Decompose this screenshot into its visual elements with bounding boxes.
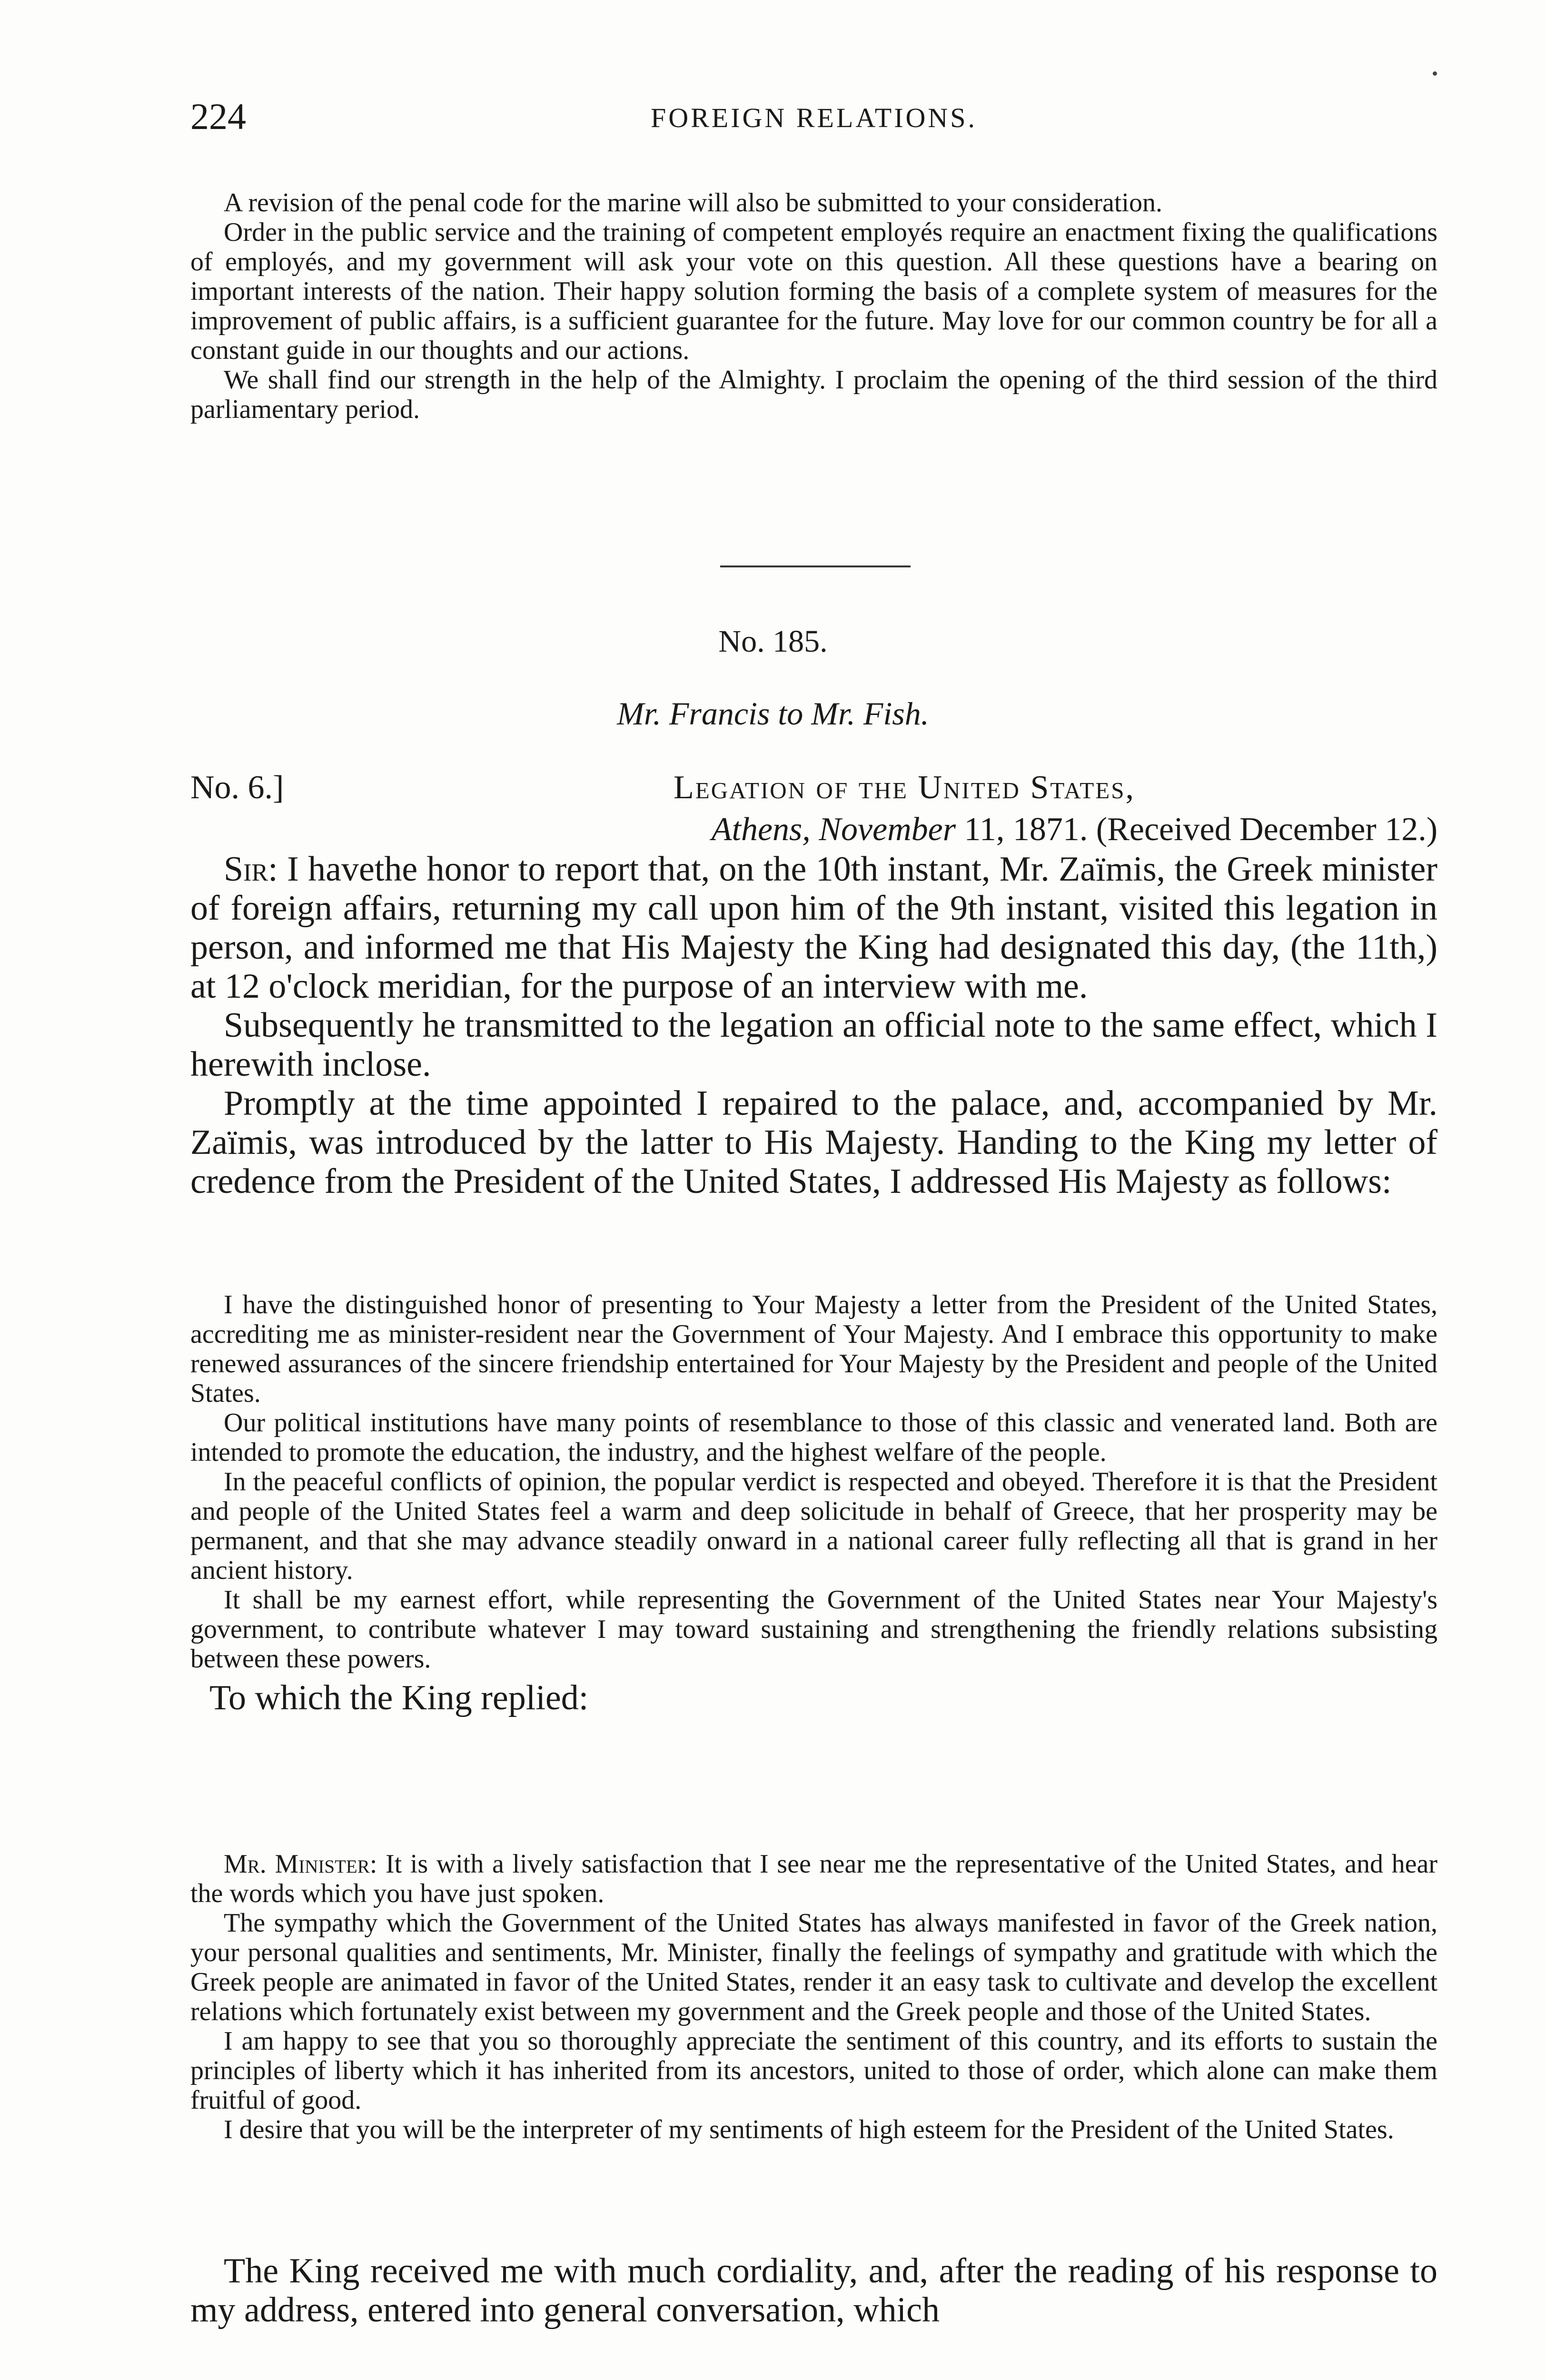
- transition-wrapper: [190, 1678, 1437, 1717]
- section-divider: [720, 565, 911, 567]
- document-number: No. 185.: [718, 624, 828, 659]
- salutation: Mr. Minister:: [224, 1849, 377, 1879]
- legation-name: Legation of the United States,: [674, 769, 1135, 806]
- paragraph: [190, 850, 1437, 1006]
- paragraph: A revision of the penal code for the marine will also be submitted to your consideration.: [224, 188, 1162, 218]
- paragraph: I am happy to see that you so thoroughly appreciate the sentiment of this country, and its efforts to sustain the principles of liberty which it has inherited from its ancestors, united to those of order, which alone can make them fruitful of good.: [190, 2026, 1437, 2115]
- preceding-text: [190, 188, 1437, 424]
- minister-address: [190, 1290, 1437, 1717]
- paragraph: Our political institutions have many points of resemblance to those of this classic and venerated land. Both are intended to promote the education, the industry, and the highest welfare of the people.: [190, 1408, 1437, 1467]
- king-reply: [190, 1849, 1437, 2144]
- received-date: (Received December 12.): [1096, 811, 1437, 848]
- running-head: FOREIGN RELATIONS.: [650, 102, 978, 133]
- paragraph: Subsequently he transmitted to the legation an official note to the same effect, which I herewith inclose.: [190, 1006, 1437, 1084]
- place-and-date: [712, 811, 1437, 849]
- paragraph: In the peaceful conflicts of opinion, the popular verdict is respected and obeyed. Therefore it is that the President and people of the United States feel a warm and deep solicitude in behalf of Greece, that her prosperity may be permanent, and that she may advance steadily onward in a national career fully reflecting all that is grand in her ancient history.: [190, 1467, 1437, 1585]
- document-title: Mr. Francis to Mr. Fish.: [617, 695, 929, 732]
- place: Athens, November: [711, 811, 956, 848]
- paragraph: Order in the public service and the training of competent employés require an enactment fixing the qualifications of employés, and my government will ask your vote on this question. All these questions have a bearing on important interests of the nation. Their happy solution forming the basis of a complete system of measures for the improvement of public affairs, is a sufficient guarantee for the future. May love for our common country be for all a constant guide in our thoughts and our actions.: [190, 218, 1437, 365]
- paragraph: Promptly at the time appointed I repaired to the palace, and, accompanied by Mr. Zaïmis, was introduced by the latter to His Majesty. Handing to the King my letter of credence from the President of the United States, I addressed His Majesty as follows:: [190, 1084, 1437, 1201]
- paragraph: The sympathy which the Government of the United States has always manifested in favor of the Greek nation, your personal qualities and sentiments, Mr. Minister, finally the feelings of sympathy and gratitude with which the Greek people are animated in favor of the United States, render it an easy task to cultivate and develop the excellent relations which fortunately exist between my government and the Greek people and those of the United States.: [190, 1908, 1437, 2026]
- salutation: Sir:: [224, 850, 278, 889]
- paragraph: We shall find our strength in the help of the Almighty. I proclaim the opening of the third session of the third parliamentary period.: [190, 365, 1437, 424]
- date: 11, 1871.: [964, 811, 1088, 848]
- page-number: 224: [190, 96, 246, 137]
- dispatch-number: No. 6.]: [190, 769, 284, 806]
- paragraph: I have the distinguished honor of presenting to Your Majesty a letter from the President of the United States, accrediting me as minister-resident near the Government of Your Majesty. And I embrace this opportunity to make renewed assurances of the sincere friendship entertained for Your Majesty by the President and people of the United States.: [190, 1290, 1437, 1408]
- dispatch-heading: [190, 769, 1437, 854]
- paragraph: It shall be my earnest effort, while representing the Government of the United States near Your Majesty's government, to contribute whatever I may toward sustaining and strengthening the friendly relations subsisting between these powers.: [190, 1585, 1437, 1674]
- closing-text: [190, 2251, 1437, 2330]
- paragraph-text: It is with a lively satisfaction that I see near me the representative of the United States, and hear the words which you have just spoken.: [190, 1849, 1437, 1908]
- print-speck: [1433, 71, 1437, 76]
- paragraph: I desire that you will be the interpreter of my sentiments of high esteem for the President of the United States.: [224, 2115, 1394, 2144]
- page-header: [190, 95, 1437, 157]
- paragraph: [190, 1849, 1437, 1908]
- transition-line: To which the King replied:: [209, 1678, 589, 1717]
- paragraph: The King received me with much cordiality, and, after the reading of his response to my address, entered into general conversation, which: [190, 2251, 1437, 2330]
- paragraph-text: I havethe honor to report that, on the 10th instant, Mr. Zaïmis, the Greek minister of foreign affairs, returning my call upon him of the 9th instant, visited this legation in person, and informed me that His Majesty the King had designated this day, (the 11th,) at 12 o'clock meridian, for the purpose of an interview with me.: [190, 850, 1437, 1006]
- dispatch-body: [190, 850, 1437, 1201]
